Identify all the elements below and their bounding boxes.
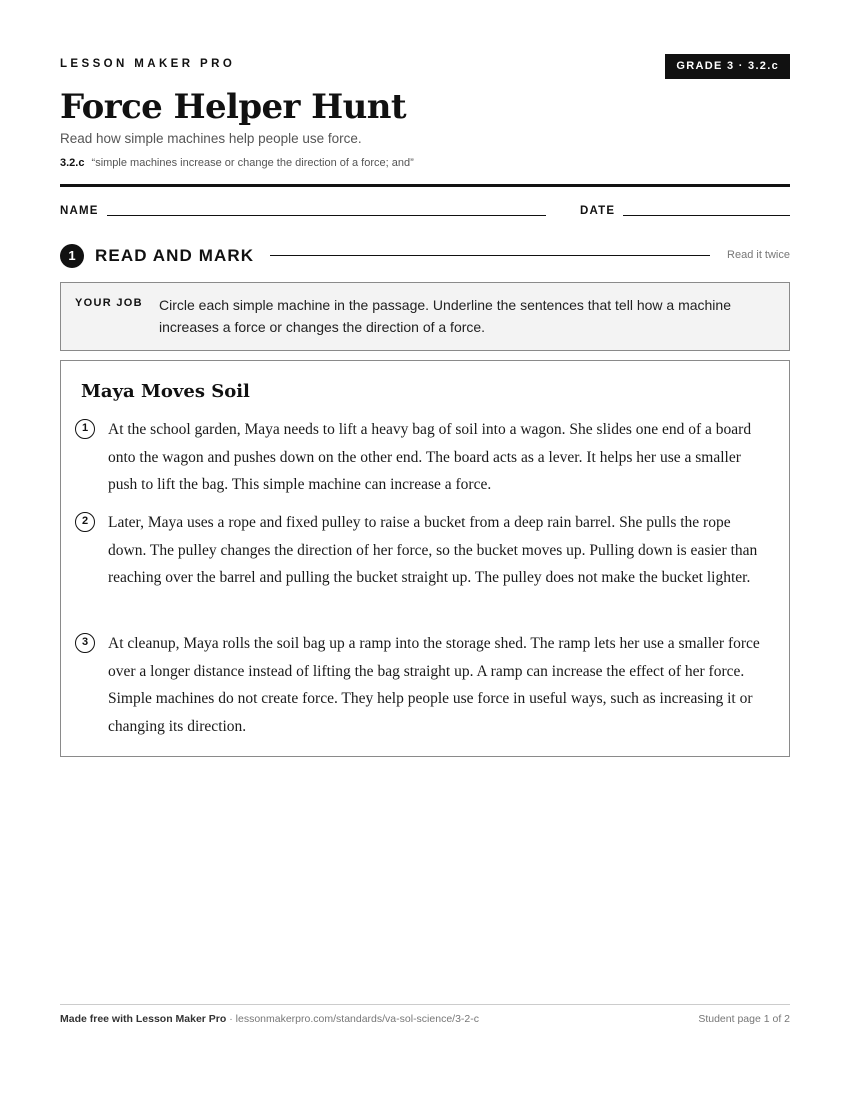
- paragraph-text: Later, Maya uses a rope and fixed pulley to raise a bucket from a deep rain barrel. She pulls the rope down. The pulley changes the direction of her force, so the bucket moves up. Pulling down is easier than reaching over the barrel and pulling the bucket straight up. The pulley does not make the bucket lighter.: [108, 514, 758, 587]
- footer-url-link[interactable]: lessonmakerpro.com/standards/va-sol-science/3-2-c: [235, 1013, 480, 1025]
- footer-made-with: Made free with Lesson Maker Pro: [60, 1013, 227, 1025]
- job-label: YOUR JOB: [75, 297, 143, 309]
- page-title: Force Helper Hunt: [60, 87, 406, 127]
- date-field[interactable]: [623, 215, 790, 216]
- name-label: NAME: [60, 205, 99, 217]
- passage-box: [60, 360, 790, 757]
- paragraph-number: 3: [75, 633, 95, 653]
- section-divider: [270, 255, 710, 256]
- paragraph-number: 2: [75, 512, 95, 532]
- footer-page-number: Student page 1 of 2: [698, 1013, 790, 1025]
- job-text: Circle each simple machine in the passage. Underline the sentences that tell how a machine increases a force or changes the direction of a force.: [159, 297, 731, 335]
- passage-title: Maya Moves Soil: [81, 381, 250, 402]
- worksheet-page: [60, 0, 790, 1100]
- footer-credit: [60, 1012, 479, 1026]
- paragraph-text: At cleanup, Maya rolls the soil bag up a ramp into the storage shed. The ramp lets her use a smaller force over a longer distance instead of lifting the bag straight up. A ramp can increase the effect of her force. Simple machines do not create force. They help people use force in useful ways, such as increasing it or changing its direction.: [108, 635, 760, 735]
- date-label: DATE: [580, 205, 616, 217]
- brand-name: LESSON MAKER PRO: [60, 58, 236, 70]
- header-divider: [60, 184, 790, 187]
- paragraph-number: 1: [75, 419, 95, 439]
- grade-badge: GRADE 3 · 3.2.c: [665, 54, 790, 79]
- footer-divider: [60, 1004, 790, 1005]
- standard-line: [60, 156, 414, 171]
- standard-text: “simple machines increase or change the direction of a force; and”: [91, 157, 414, 169]
- section-note: Read it twice: [727, 249, 790, 261]
- paragraph-text: At the school garden, Maya needs to lift a heavy bag of soil into a wagon. She slides one end of a board onto the wagon and pushes down on the other end. The board acts as a lever. It helps her use a smaller push to lift the bag. This simple machine can increase a force.: [108, 421, 752, 494]
- page-subtitle: Read how simple machines help people use force.: [60, 131, 362, 146]
- standard-code: 3.2.c: [60, 157, 85, 169]
- section-title: READ AND MARK: [95, 246, 255, 265]
- job-instructions-box: [60, 282, 790, 351]
- section-number-badge: 1: [60, 244, 84, 268]
- name-field[interactable]: [107, 215, 546, 216]
- footer-separator: ·: [226, 1013, 236, 1025]
